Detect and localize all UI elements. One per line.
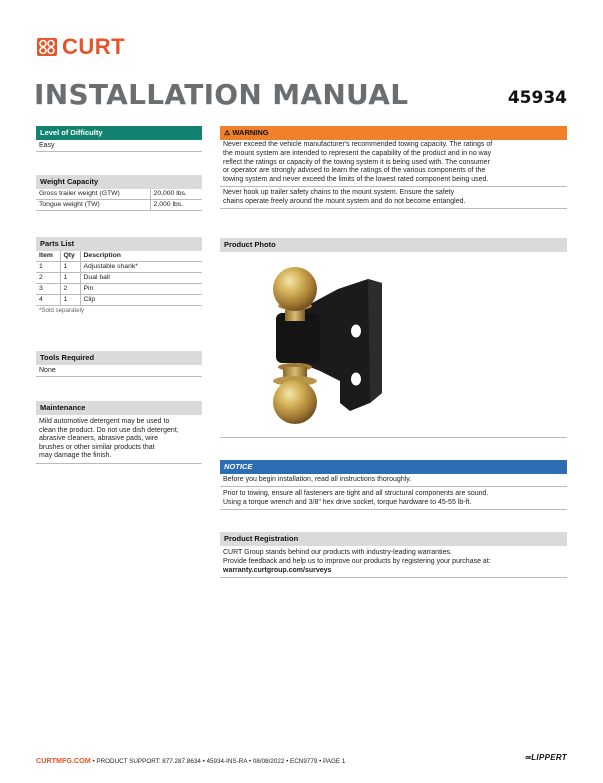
lippert-mark-icon: ≃ <box>524 753 532 762</box>
page-title: INSTALLATION MANUAL <box>34 78 409 111</box>
part-item: 4 <box>36 295 60 306</box>
part-description: Clip <box>80 295 202 306</box>
maintenance-section <box>36 401 202 464</box>
gtw-value: 20,000 lbs. <box>150 189 202 200</box>
registration-section <box>220 532 567 578</box>
warning-para-2 <box>220 187 567 209</box>
lippert-logo <box>524 753 567 762</box>
gtw-label: Gross trailer weight (GTW) <box>36 189 150 200</box>
warning-section <box>220 126 567 209</box>
registration-text <box>220 546 567 578</box>
difficulty-section <box>36 126 202 152</box>
notice-line-2: Prior to towing, ensure all fasteners are tight and all structural components are sound. <box>223 490 489 497</box>
curt-logo <box>36 36 125 58</box>
maintenance-line: Mild automotive detergent may be used to <box>39 418 170 425</box>
table-row <box>36 284 202 295</box>
parts-list-table <box>36 251 202 306</box>
registration-heading: Product Registration <box>220 532 567 546</box>
weight-capacity-section <box>36 175 202 211</box>
notice-heading: NOTICE <box>220 460 567 474</box>
product-photo <box>220 253 567 438</box>
tools-value: None <box>36 365 202 377</box>
column-header-item: Item <box>36 251 60 262</box>
maintenance-line: clean the product. Do not use dish detergent, <box>39 426 179 434</box>
maintenance-heading: Maintenance <box>36 401 202 415</box>
table-row <box>36 262 202 273</box>
warning-line: towing system and never exceed the limits of the lowest rated component being used. <box>223 176 489 184</box>
curt-knot-icon <box>36 37 58 57</box>
maintenance-text <box>36 415 202 464</box>
part-qty: 1 <box>60 273 80 284</box>
notice-para-2 <box>220 487 567 510</box>
warning-line: the mount system are intended to represent the capability of the product and in no way <box>223 149 492 157</box>
footer-info: • PRODUCT SUPPORT: 877.287.8634 • 45934-INS-RA • 08/08/2022 • ECN9779 • PAGE 1 <box>90 758 346 765</box>
table-row <box>36 189 202 200</box>
part-description: Dual ball <box>80 273 202 284</box>
column-header-description: Description <box>80 251 202 262</box>
part-qty: 1 <box>60 295 80 306</box>
table-row <box>36 273 202 284</box>
warranty-link[interactable]: warranty.curtgroup.com/surveys <box>223 567 332 574</box>
warning-triangle-icon: ⚠ <box>224 130 231 137</box>
product-photo-heading: Product Photo <box>220 238 567 252</box>
part-description: Adjustable shank* <box>80 262 202 273</box>
ball-mount-image <box>220 253 567 438</box>
part-qty: 1 <box>60 262 80 273</box>
weight-capacity-table <box>36 189 202 211</box>
warning-line: Never hook up trailer safety chains to the mount system. Ensure the safety <box>223 188 455 196</box>
column-header-qty: Qty <box>60 251 80 262</box>
registration-line-2: Provide feedback and help us to improve our products by registering your purchase at: <box>223 558 491 565</box>
warning-line: chains operate freely around the mount system and do not become entangled. <box>223 197 466 205</box>
parts-list-section <box>36 237 202 315</box>
maintenance-line: abrasive cleaners, abrasive pads, wire <box>39 435 159 442</box>
maintenance-line: brushes or other similar products that <box>39 443 155 451</box>
table-header-row <box>36 251 202 262</box>
tw-label: Tongue weight (TW) <box>36 200 150 211</box>
warning-line: Never exceed the vehicle manufacturer's recommended towing capacity. The ratings of <box>223 141 493 148</box>
warning-heading-bar <box>220 126 567 140</box>
brand-name: CURT <box>62 34 126 59</box>
table-row <box>36 200 202 211</box>
notice-line-1: Before you begin installation, read all instructions thoroughly. <box>220 474 567 487</box>
warning-line: or operator are strongly advised to learn the ratings of the various components of the <box>223 167 486 175</box>
part-item: 1 <box>36 262 60 273</box>
tools-section <box>36 351 202 377</box>
footer-site-link[interactable]: CURTMFG.COM <box>36 756 91 765</box>
lippert-text: LIPPERT <box>531 753 567 762</box>
weight-capacity-heading: Weight Capacity <box>36 175 202 189</box>
part-item: 3 <box>36 284 60 295</box>
registration-line-1: CURT Group stands behind our products with industry-leading warranties. <box>223 549 452 556</box>
table-row <box>36 295 202 306</box>
page-footer <box>36 756 345 765</box>
part-description: Pin <box>80 284 202 295</box>
notice-section <box>220 460 567 510</box>
part-qty: 2 <box>60 284 80 295</box>
parts-footnote: *Sold separately <box>39 307 85 314</box>
difficulty-heading: Level of Difficulty <box>36 126 202 140</box>
part-item: 2 <box>36 273 60 284</box>
product-photo-section <box>220 238 567 252</box>
tools-heading: Tools Required <box>36 351 202 365</box>
part-number: 45934 <box>507 88 567 108</box>
difficulty-value: Easy <box>36 140 202 152</box>
tw-value: 2,000 lbs. <box>150 200 202 211</box>
warning-heading: WARNING <box>232 128 269 137</box>
parts-list-heading: Parts List <box>36 237 202 251</box>
warning-line: reflect the ratings or capacity of the towing system it is being used with. The consumer <box>223 158 490 166</box>
maintenance-line: may damage the finish. <box>36 452 202 464</box>
warning-para-1 <box>220 140 567 187</box>
notice-line-3: Using a torque wrench and 3/8" hex drive socket, torque hardware to 45-55 lb-ft. <box>223 499 472 506</box>
